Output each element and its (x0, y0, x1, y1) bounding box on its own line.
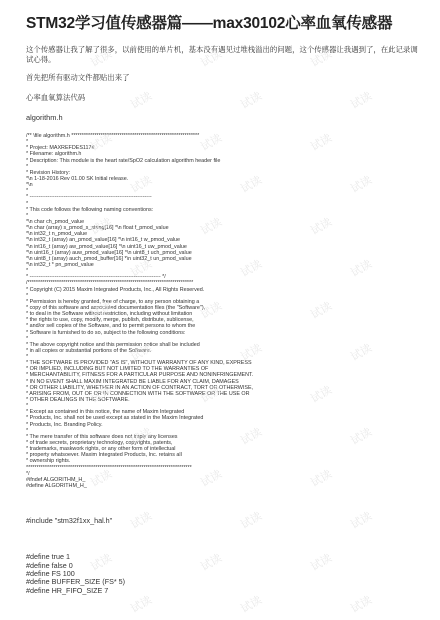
watermark-text: 试读 (238, 342, 265, 364)
code-line: /******************************************************************************* (26, 280, 194, 287)
code-line: *\n int32_t n_pmod_value (26, 231, 88, 238)
code-line: *\n 1-18-2016 Rev 01.00 SK Initial release. (26, 175, 129, 182)
code-line: * (26, 163, 29, 170)
watermark-text: 试读 (198, 132, 225, 154)
defines-code-block (26, 553, 420, 595)
define-line: #define FS 100 (26, 568, 75, 578)
watermark-text: 试读 (88, 300, 115, 322)
code-line: * (26, 139, 29, 146)
code-line: * the rights to use, copy, modify, merge, publish, distribute, sublicense, (26, 317, 194, 324)
code-line: * IN NO EVENT SHALL MAXIM INTEGRATED BE LIABLE FOR ANY CLAIM, DAMAGES (26, 378, 239, 385)
watermark-text: 试读 (308, 216, 335, 238)
watermark-text: 试读 (348, 258, 375, 280)
watermark-text: 试读 (238, 174, 265, 196)
define-line: #define false 0 (26, 560, 73, 570)
code-line: * copy of this software and associated documentation files (the "Software"), (26, 304, 206, 311)
watermark-text: 试读 (88, 48, 115, 70)
watermark-text: 试读 (308, 48, 335, 70)
code-line: * (26, 354, 29, 361)
code-line: * of trade secrets, proprietary technology, copyrights, patents, (26, 440, 173, 447)
watermark-text: 试读 (88, 132, 115, 154)
code-line: * OTHER DEALINGS IN THE SOFTWARE. (26, 397, 130, 404)
code-line: #define ALGORITHM_H_ (26, 483, 87, 490)
include-line: #include "stm32f1xx_hal.h" (26, 515, 113, 525)
code-line: * ownership rights. (26, 458, 71, 465)
watermark-text: 试读 (198, 384, 225, 406)
code-line: * (26, 188, 29, 195)
code-line: *\n int32_t (array) an_pmod_value[16] *\n int16_t w_pmod_value (26, 237, 181, 244)
watermark-text: 试读 (308, 300, 335, 322)
code-line: * Except as contained in this notice, the name of Maxim Integrated (26, 409, 185, 416)
code-line: * property whatsoever. Maxim Integrated Products, Inc. retains all (26, 452, 182, 459)
watermark-text: 试读 (128, 90, 155, 112)
include-code-block (26, 500, 420, 542)
code-line: * Project: MAXREFDES117# (26, 145, 95, 152)
header-comment-code-block (26, 133, 420, 489)
code-line: * (26, 200, 29, 207)
code-line: *\n char ch_pmod_value (26, 218, 85, 225)
watermark-text: 试读 (348, 342, 375, 364)
code-line: */ (26, 470, 30, 477)
code-line: *\n uint16_t (array) auw_pmod_value[16] *\n uint8_t uch_pmod_value (26, 249, 192, 256)
watermark-text: 试读 (238, 90, 265, 112)
watermark-text: 试读 (238, 426, 265, 448)
code-line: * ------------------------------------------------------------------------- */ (26, 274, 166, 281)
code-line: * Products, Inc. Branding Policy. (26, 421, 103, 428)
code-line: * to deal in the Software without restriction, including without limitation (26, 311, 193, 318)
watermark-text: 试读 (128, 594, 155, 616)
watermark-text: 试读 (88, 468, 115, 490)
watermark-text: 试读 (238, 510, 265, 532)
code-line: * (26, 292, 29, 299)
code-line: * This code follows the following naming conventions: (26, 206, 154, 213)
code-line: ******************************************************************************* (26, 464, 192, 471)
define-line: #define BUFFER_SIZE (FS* 5) (26, 577, 126, 587)
code-line: * Filename: algorithm.h (26, 151, 82, 158)
code-filename: algorithm.h (26, 113, 63, 122)
watermark-text: 试读 (348, 174, 375, 196)
code-line: * ARISING FROM, OUT OF OR IN CONNECTION WITH THE SOFTWARE OR THE USE OR (26, 390, 250, 397)
define-line: #define true 1 (26, 552, 70, 562)
code-line: * Permission is hereby granted, free of charge, to any person obtaining a (26, 298, 200, 305)
step-paste-drivers: 首先把所有驱动文件都贴出来了 (26, 73, 130, 82)
watermark-text: 试读 (348, 426, 375, 448)
define-line: #define HR_FIFO_SIZE 7 (26, 585, 109, 595)
intro-paragraph: 这个传感器让我了解了很多，以前使用的单片机，基本没有遇见过堆栈溢出的问题，这个传感器让我遇到了，在此记录调试心得。 (26, 45, 418, 64)
code-line: * MERCHANTABILITY, FITNESS FOR A PARTICULAR PURPOSE AND NONINFRINGEMENT. (26, 372, 254, 379)
step-algorithm-code: 心率血氧算法代码 (26, 93, 86, 102)
watermark-text: 试读 (128, 258, 155, 280)
code-line: *\n uint8_t (array) auch_pmod_buffer[16] *\n uint32_t un_pmod_value (26, 255, 192, 262)
watermark-text: 试读 (198, 48, 225, 70)
code-line: * trademarks, maskwork rights, or any other form of intellectual (26, 446, 176, 453)
watermark-text: 试读 (198, 300, 225, 322)
code-line: * The above copyright notice and this permission notice shall be included (26, 341, 200, 348)
watermark-text: 试读 (198, 468, 225, 490)
watermark-text: 试读 (308, 468, 335, 490)
code-line: * -------------------------------------------------------------------- (26, 194, 152, 201)
article-title: STM32学习值传感器篇——max30102心率血氧传感器 (26, 15, 393, 32)
code-line: * (26, 403, 29, 410)
code-line: * Description: This module is the heart rate/SpO2 calculation algorithm header file (26, 157, 221, 164)
code-line: * Products, Inc. shall not be used except as stated in the Maxim Integrated (26, 415, 204, 422)
watermark-text: 试读 (128, 174, 155, 196)
code-line: *\n int16_t (array) aw_pmod_value[16] *\n uint16_t uw_pmod_value (26, 243, 187, 250)
watermark-text: 试读 (88, 216, 115, 238)
watermark-text: 试读 (198, 216, 225, 238)
watermark-text: 试读 (198, 552, 225, 574)
code-line: * and/or sell copies of the Software, and to permit persons to whom the (26, 323, 196, 330)
watermark-text: 试读 (308, 384, 335, 406)
code-line: * (26, 212, 29, 219)
watermark-text: 试读 (348, 594, 375, 616)
watermark-text: 试读 (348, 90, 375, 112)
code-line: /** \file algorithm.h ************************************************************* (26, 133, 200, 139)
watermark-text: 试读 (308, 552, 335, 574)
code-line: * OR OTHER LIABILITY, WHETHER IN AN ACTION OF CONTRACT, TORT OR OTHERWISE, (26, 384, 254, 391)
watermark-text: 试读 (238, 594, 265, 616)
watermark-text: 试读 (238, 258, 265, 280)
code-line: * THE SOFTWARE IS PROVIDED "AS IS", WITHOUT WARRANTY OF ANY KIND, EXPRESS (26, 360, 252, 367)
code-line: #ifndef ALGORITHM_H_ (26, 476, 86, 483)
code-line: * Copyright (C) 2015 Maxim Integrated Products, Inc., All Rights Reserved. (26, 286, 205, 293)
code-line: * Software is furnished to do so, subject to the following conditions: (26, 329, 186, 336)
code-line: * OR IMPLIED, INCLUDING BUT NOT LIMITED TO THE WARRANTIES OF (26, 366, 209, 373)
watermark-text: 试读 (128, 510, 155, 532)
code-line: *\n int32_t * pn_pmod_value (26, 261, 94, 268)
watermark-text: 试读 (128, 342, 155, 364)
watermark-text: 试读 (308, 132, 335, 154)
watermark-text: 试读 (128, 426, 155, 448)
watermark-text: 试读 (348, 510, 375, 532)
watermark-text: 试读 (88, 384, 115, 406)
code-line: *\n char (array) s_pmod_s_string[16] *\n float f_pmod_value (26, 225, 169, 232)
code-line: * (26, 268, 29, 275)
code-line: * (26, 335, 29, 342)
code-line: * Revision History: (26, 169, 71, 176)
watermark-text: 试读 (88, 552, 115, 574)
code-line: *\n (26, 182, 33, 189)
code-line: * (26, 427, 29, 434)
code-line: * The mere transfer of this software does not imply any licenses (26, 433, 178, 440)
code-line: * in all copies or substantial portions of the Software. (26, 347, 152, 354)
